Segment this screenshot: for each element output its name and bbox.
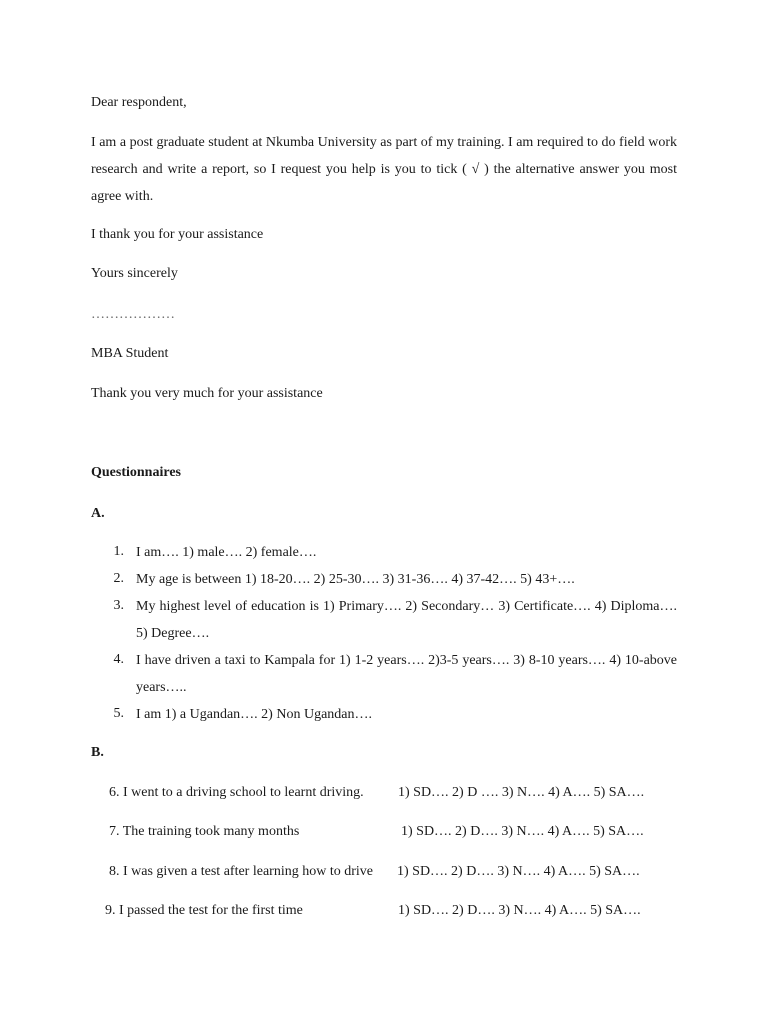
section-b-label: B. <box>91 745 104 760</box>
likert-statement-9: 9. I passed the test for the first time <box>105 903 303 918</box>
signer-title: MBA Student <box>91 346 169 361</box>
likert-statement-6: 6. I went to a driving school to learnt driving. <box>109 785 364 800</box>
question-number: 5. <box>113 706 124 721</box>
section-a-label: A. <box>91 506 105 521</box>
question-number: 4. <box>113 652 124 667</box>
closing-line: Yours sincerely <box>91 266 178 281</box>
question-number: 3. <box>113 598 124 613</box>
question-4-text: I have driven a taxi to Kampala for 1) 1-2 years…. 2)3-5 years…. 3) 8-10 years…. 4) 10-above years….. <box>136 653 677 695</box>
likert-scale-8: 1) SD…. 2) D…. 3) N…. 4) A…. 5) SA…. <box>397 864 640 879</box>
likert-scale-6: 1) SD…. 2) D …. 3) N…. 4) A…. 5) SA…. <box>398 785 645 800</box>
salutation: Dear respondent, <box>91 95 187 110</box>
question-5-text: I am 1) a Ugandan…. 2) Non Ugandan…. <box>136 707 372 722</box>
questionnaire-heading: Questionnaires <box>91 465 181 480</box>
question-number: 2. <box>113 571 124 586</box>
final-thanks-line: Thank you very much for your assistance <box>91 386 323 401</box>
likert-scale-9: 1) SD…. 2) D…. 3) N…. 4) A…. 5) SA…. <box>398 903 641 918</box>
question-1-text: I am…. 1) male…. 2) female…. <box>136 545 317 560</box>
question-number: 1. <box>113 544 124 559</box>
signature-line: ……………… <box>91 307 175 322</box>
likert-statement-7: 7. The training took many months <box>109 824 300 839</box>
likert-statement-8: 8. I was given a test after learning how to drive <box>109 864 373 879</box>
intro-paragraph: I am a post graduate student at Nkumba University as part of my training. I am required to do field work research and write a report, so I request you help is you to tick ( √ ) the alternative answer you most agree with. <box>91 135 677 204</box>
thanks-line: I thank you for your assistance <box>91 227 264 242</box>
likert-scale-7: 1) SD…. 2) D…. 3) N…. 4) A…. 5) SA…. <box>401 824 644 839</box>
question-3-text: My highest level of education is 1) Primary…. 2) Secondary… 3) Certificate…. 4) Diploma…. 5) Degree…. <box>136 599 677 641</box>
question-2-text: My age is between 1) 18-20…. 2) 25-30…. 3) 31-36…. 4) 37-42…. 5) 43+…. <box>136 572 575 587</box>
